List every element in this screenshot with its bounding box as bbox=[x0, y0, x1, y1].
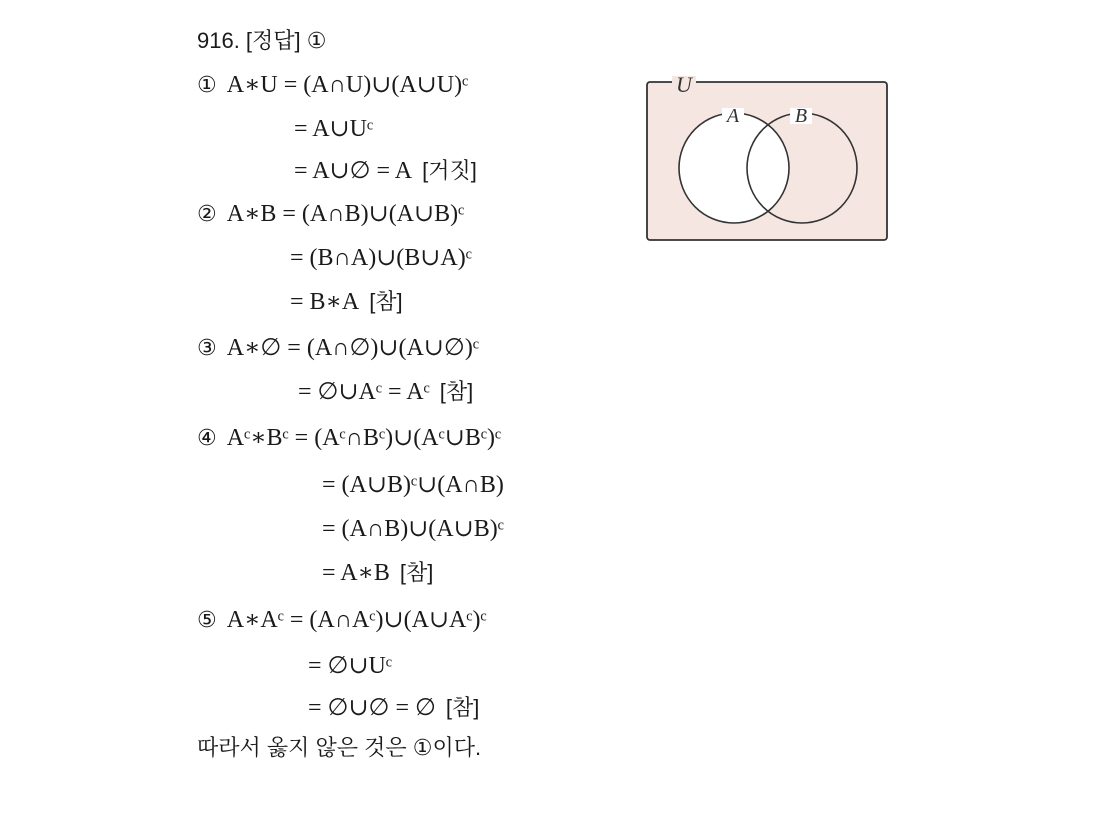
item-4-expr-1: Aᶜ∗Bᶜ = (Aᶜ∩Bᶜ)∪(Aᶜ∪Bᶜ)ᶜ bbox=[226, 425, 502, 451]
item-4-verdict: [참] bbox=[399, 560, 434, 585]
item-4-expr-2: = (A∪B)ᶜ∪(A∩B) bbox=[322, 472, 504, 498]
item-2-expr-3: = B∗A bbox=[290, 289, 360, 315]
item-1-expr-3: = A∪∅ = A bbox=[294, 158, 413, 184]
item-4-expr-3: = (A∩B)∪(A∪B)ᶜ bbox=[322, 516, 504, 542]
item-4-line-1 bbox=[197, 424, 501, 452]
item-2-line-3 bbox=[290, 288, 403, 316]
item-1-expr-2: = A∪Uᶜ bbox=[294, 116, 374, 142]
venn-diagram bbox=[642, 70, 892, 246]
item-5-expr-1: A∗Aᶜ = (A∩Aᶜ)∪(A∪Aᶜ)ᶜ bbox=[226, 607, 487, 633]
item-3-line-1 bbox=[197, 334, 479, 362]
item-3-line-2 bbox=[298, 378, 473, 406]
item-2-line-2 bbox=[290, 244, 472, 272]
set-a-circle bbox=[679, 113, 789, 223]
item-2-verdict: [참] bbox=[369, 289, 403, 314]
item-5-line-3 bbox=[308, 694, 479, 722]
item-1-verdict: [거짓] bbox=[422, 158, 477, 183]
conclusion: 따라서 옳지 않은 것은 ①이다. bbox=[197, 735, 482, 760]
item-1-line-1 bbox=[197, 71, 468, 99]
item-1-number: ① bbox=[197, 72, 217, 97]
universe-label: U bbox=[676, 72, 692, 97]
item-4-line-2 bbox=[322, 471, 504, 499]
item-3-verdict: [참] bbox=[439, 379, 474, 404]
item-2-expr-2: = (B∩A)∪(B∪A)ᶜ bbox=[290, 245, 472, 271]
item-5-verdict: [참] bbox=[445, 695, 480, 720]
set-b-label: B bbox=[794, 105, 808, 127]
item-4-line-4 bbox=[322, 559, 433, 587]
item-1-line-3 bbox=[294, 157, 477, 185]
item-2-expr-1: A∗B = (A∩B)∪(A∪B)ᶜ bbox=[226, 201, 465, 227]
item-1-line-2 bbox=[294, 115, 373, 143]
item-4-number: ④ bbox=[197, 425, 217, 450]
item-5-number: ⑤ bbox=[197, 607, 217, 632]
item-2-line-1 bbox=[197, 200, 464, 228]
item-5-expr-2: = ∅∪Uᶜ bbox=[308, 653, 393, 679]
item-4-expr-4: = A∗B bbox=[322, 560, 390, 586]
set-a-label: A bbox=[726, 105, 740, 127]
item-5-line-2 bbox=[308, 652, 392, 680]
item-4-line-3 bbox=[322, 515, 504, 543]
item-5-line-1 bbox=[197, 606, 487, 634]
item-5-expr-3: = ∅∪∅ = ∅ bbox=[308, 695, 436, 721]
item-3-expr-1: A∗∅ = (A∩∅)∪(A∪∅)ᶜ bbox=[226, 335, 479, 361]
item-3-expr-2: = ∅∪Aᶜ = Aᶜ bbox=[298, 379, 430, 405]
item-2-number: ② bbox=[197, 201, 217, 226]
item-1-expr-1: A∗U = (A∩U)∪(A∪U)ᶜ bbox=[226, 72, 469, 98]
answer-header: 916. [정답] ① bbox=[197, 28, 327, 53]
item-3-number: ③ bbox=[197, 335, 217, 360]
